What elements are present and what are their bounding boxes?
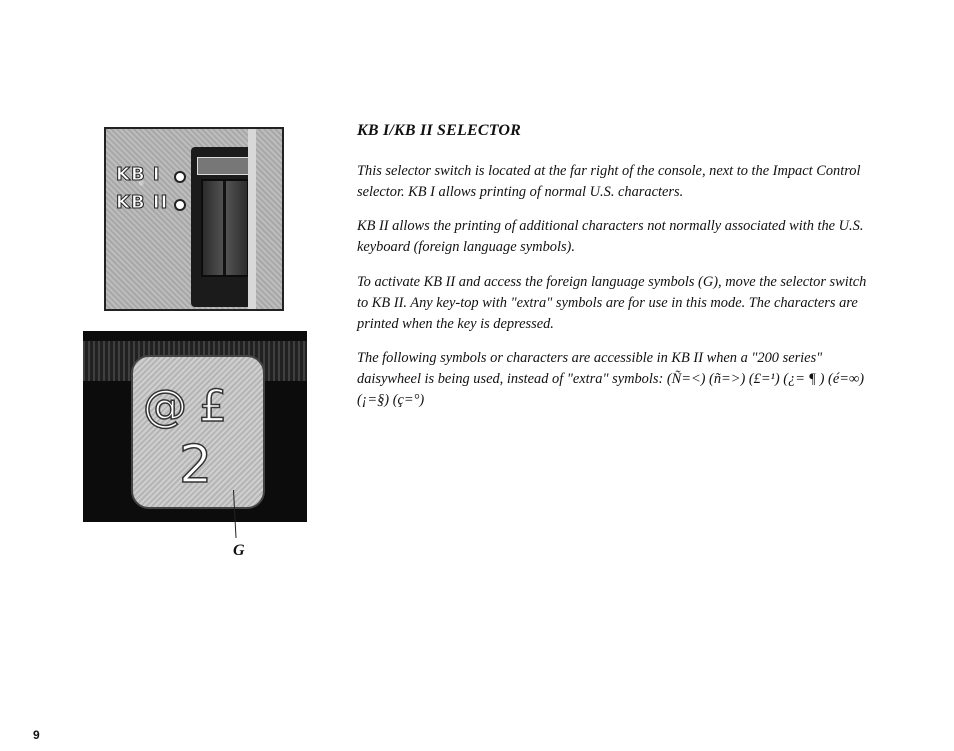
callout-label: G xyxy=(233,542,245,559)
selector-switch-photo xyxy=(104,127,284,311)
keycap-icon xyxy=(131,355,265,509)
paragraph-2: KB II allows the printing of additional characters not normally associated with the U.S. keyboard (foreign language symbols). xyxy=(357,218,864,255)
keycap-two-glyph: 2 xyxy=(179,435,213,495)
page-number: 9 xyxy=(33,728,40,742)
keycap-at-glyph: @ xyxy=(143,381,187,432)
switch-cap-icon xyxy=(197,157,251,175)
keycap-pound-glyph: £ xyxy=(199,381,227,432)
kb1-label: KB I xyxy=(116,164,161,185)
console-edge-icon xyxy=(248,129,256,309)
paragraph-3: To activate KB II and access the foreign language symbols (G), move the selector switch to KB II. Any key-top with "extra" symbols are for use in this mode. The characters are printed when the key is depressed. xyxy=(357,274,867,332)
paragraph-4: The following symbols or characters are accessible in KB II when a "200 series" daisywheel is being used, instead of "extra" symbols: (Ñ=<) (ñ=>) (£=¹) (¿= ¶ ) (é=∞) (¡=§) (ç=°) xyxy=(357,350,865,408)
selector-switch-icon xyxy=(191,147,255,307)
kb2-indicator-icon xyxy=(174,199,186,211)
section-heading: KB I/KB II SELECTOR xyxy=(357,122,522,139)
keytop-photo xyxy=(83,331,307,522)
paragraph-1: This selector switch is located at the far right of the console, next to the Impact Control selector. KB I allows printing of normal U.S. characters. xyxy=(357,163,861,200)
kb2-label: KB II xyxy=(116,192,169,213)
kb1-indicator-icon xyxy=(174,171,186,183)
switch-window-icon xyxy=(201,179,249,277)
